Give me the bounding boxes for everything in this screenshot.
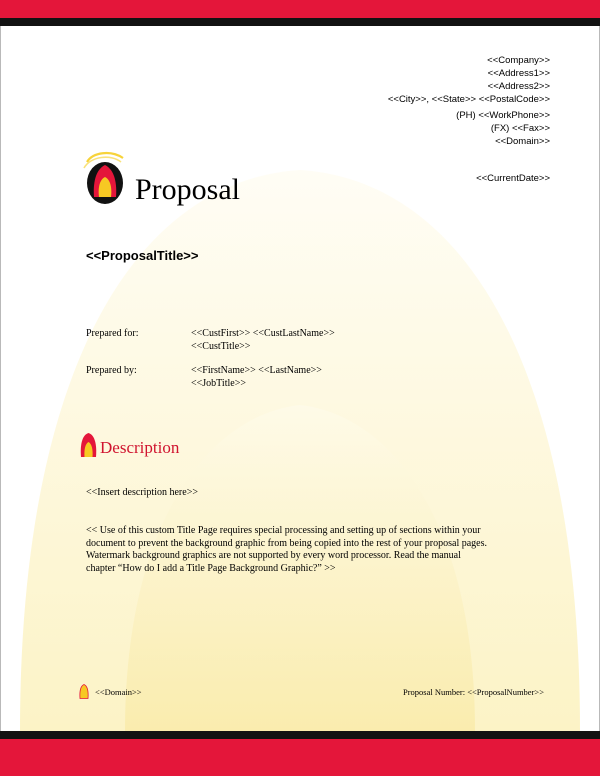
description-heading: Description xyxy=(100,438,180,457)
customer-title: <<CustTitle>> xyxy=(191,340,251,352)
prepared-by-value xyxy=(191,365,322,390)
bottom-red-bar xyxy=(0,739,600,776)
note-line: document to prevent the background graphic from being copied into the rest of your proposal pages. xyxy=(86,537,487,549)
contact-block xyxy=(456,109,550,148)
prepared-by-label: Prepared by: xyxy=(86,365,137,376)
note-line: << Use of this custom Title Page requires special processing and setting up of sections within your xyxy=(86,525,481,536)
city-state-postal-line: <<City>>, <<State>> <<PostalCode>> xyxy=(387,94,550,105)
description-flame-icon xyxy=(79,432,98,458)
note-line: chapter “How do I add a Title Page Background Graphic?” >> xyxy=(86,562,336,574)
top-black-bar xyxy=(0,18,600,26)
note-line: Watermark background graphics are not supported by every word processor. Read the manual xyxy=(86,550,461,561)
customer-name: <<CustFirst>> <<CustLastName>> xyxy=(191,328,335,339)
fax-line: (FX) <<Fax>> xyxy=(490,123,550,134)
description-note xyxy=(86,525,487,575)
flame-logo-icon xyxy=(79,150,131,206)
current-date: <<CurrentDate>> xyxy=(476,173,550,184)
prepared-for-label: Prepared for: xyxy=(86,328,139,339)
author-name: <<FirstName>> <<LastName>> xyxy=(191,365,322,376)
footer-domain: <<Domain>> xyxy=(95,687,142,697)
address1-line: <<Address1>> xyxy=(487,68,550,79)
company-address-block xyxy=(388,54,550,106)
logo-wordmark: Proposal xyxy=(135,173,240,206)
bottom-black-bar xyxy=(0,731,600,739)
address2-line: <<Address2>> xyxy=(487,81,550,92)
phone-line: (PH) <<WorkPhone>> xyxy=(456,110,550,121)
author-title: <<JobTitle>> xyxy=(191,377,246,389)
footer-flame-icon xyxy=(79,684,89,699)
top-red-bar xyxy=(0,0,600,18)
footer-proposal-number: Proposal Number: <<ProposalNumber>> xyxy=(403,687,544,697)
prepared-for-value xyxy=(191,328,335,353)
company-line: <<Company>> xyxy=(487,55,550,66)
description-placeholder: <<Insert description here>> xyxy=(86,487,198,498)
domain-line: <<Domain>> xyxy=(495,136,550,147)
proposal-title: <<ProposalTitle>> xyxy=(86,248,199,263)
